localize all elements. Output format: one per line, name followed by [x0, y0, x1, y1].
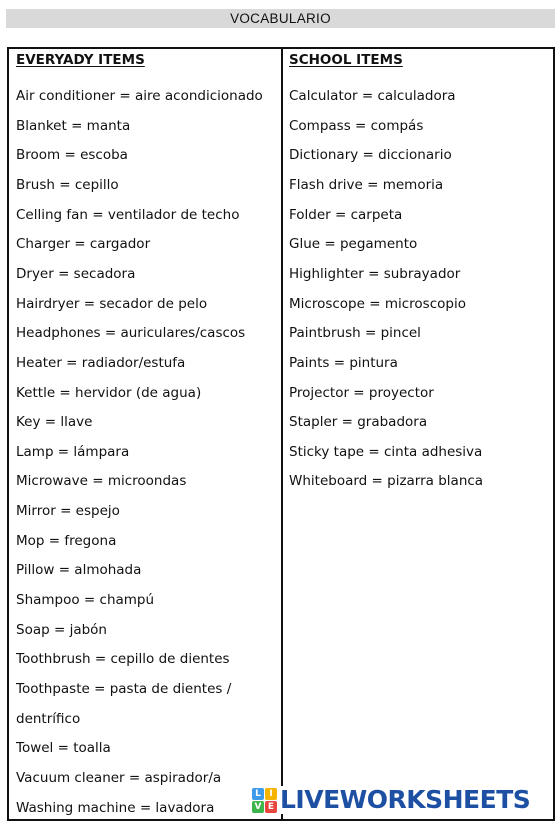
vocabulary-table [7, 47, 555, 821]
everyday-vocab-item: Mirror = espejo [16, 503, 120, 520]
everyday-vocab-item: Charger = cargador [16, 236, 151, 253]
logo-tile: E [265, 801, 277, 813]
everyday-vocab-item: Key = llave [16, 414, 93, 431]
logo-tile: I [265, 788, 277, 800]
everyday-vocab-item: Toothbrush = cepillo de dientes [16, 651, 230, 668]
school-vocab-item: Folder = carpeta [289, 206, 403, 223]
everyday-vocab-item: Vacuum cleaner = aspirador/a [16, 769, 222, 786]
liveworksheets-logo[interactable] [252, 786, 530, 814]
everyday-vocab-item: Microwave = microondas [16, 473, 187, 490]
everyday-vocab-item: Hairdryer = secador de pelo [16, 295, 208, 312]
everyday-vocab-item: Broom = escoba [16, 147, 128, 164]
school-vocab-item: Flash drive = memoria [289, 176, 444, 193]
everyday-vocab-item: Brush = cepillo [16, 176, 119, 193]
everyday-vocab-item: Air conditioner = aire acondicionado [16, 88, 263, 104]
school-vocab-item: Paints = pintura [289, 354, 398, 371]
everyday-vocab-item: Heater = radiador/estufa [16, 354, 186, 371]
everyday-vocab-item: Celling fan = ventilador de techo [16, 206, 240, 223]
everyday-vocab-item: Pillow = almohada [16, 562, 142, 579]
logo-tile: V [252, 801, 264, 813]
everyday-vocab-item: Lamp = lámpara [16, 443, 130, 460]
column-divider [281, 49, 283, 819]
school-vocab-item: Calculator = calculadora [289, 88, 456, 104]
everyday-vocab-item: Towel = toalla [16, 740, 111, 757]
liveworksheets-logo-icon [252, 788, 277, 813]
school-vocab-item: Compass = compás [289, 117, 424, 134]
everyday-vocab-item: Blanket = manta [16, 117, 131, 134]
logo-text: LIVEWORKSHEETS [280, 785, 531, 814]
school-vocab-item: Highlighter = subrayador [289, 265, 461, 282]
everyday-vocab-item: Soap = jabón [16, 621, 107, 638]
everyday-vocab-item: Shampoo = champú [16, 592, 155, 609]
everyday-vocab-item: Headphones = auriculares/cascos [16, 325, 246, 342]
school-vocab-item: Microscope = microscopio [289, 295, 466, 312]
school-vocab-item: Dictionary = diccionario [289, 147, 452, 164]
school-vocab-item: Glue = pegamento [289, 236, 418, 253]
everyday-vocab-item: Toothpaste = pasta de dientes / [16, 681, 232, 697]
school-vocab-item: Sticky tape = cinta adhesiva [289, 443, 483, 460]
school-vocab-item: Paintbrush = pincel [289, 325, 421, 342]
school-vocab-item: Stapler = grabadora [289, 414, 428, 431]
school-vocab-item: Whiteboard = pizarra blanca [289, 473, 484, 490]
school-vocab-item: Projector = proyector [289, 384, 434, 401]
everyday-vocab-item: Kettle = hervidor (de agua) [16, 384, 202, 401]
everyday-vocab-item: Dryer = secadora [16, 265, 136, 282]
page-title: VOCABULARIO [6, 9, 555, 28]
everyday-vocab-item: Washing machine = lavadora [16, 799, 215, 816]
school-items-header: SCHOOL ITEMS [289, 52, 403, 68]
everyday-vocab-item: Mop = fregona [16, 532, 117, 549]
everyday-vocab-item: dentrífico [16, 710, 81, 727]
logo-tile: L [252, 788, 264, 800]
everyday-items-header: EVERYADY ITEMS [16, 52, 145, 68]
